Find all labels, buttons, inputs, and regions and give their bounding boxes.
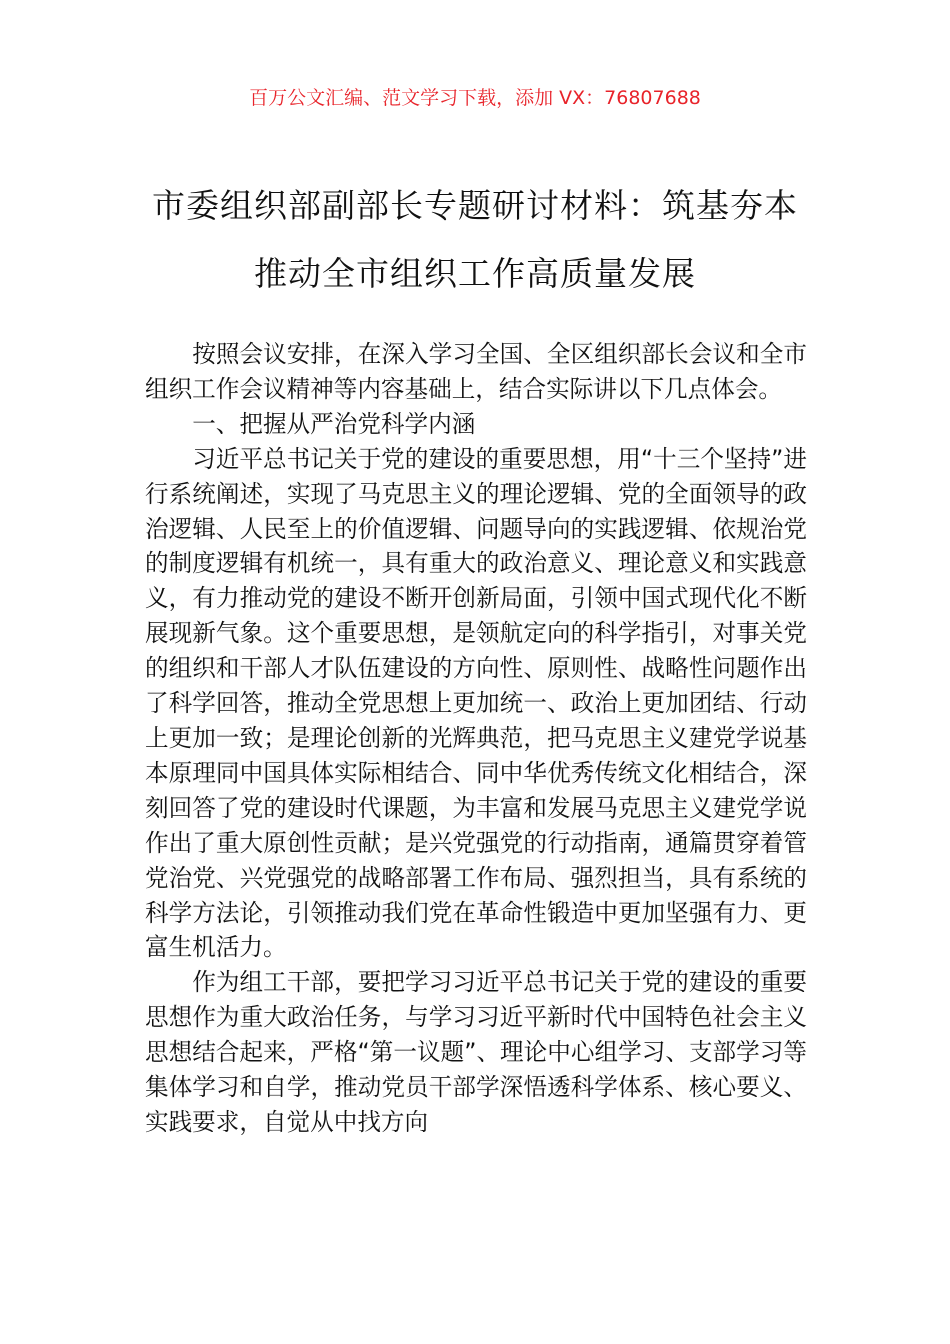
intro-paragraph: 按照会议安排，在深入学习全国、全区组织部长会议和全市组织工作会议精神等内容基础上，结合实际讲以下几点体会。 — [145, 340, 807, 403]
document-body — [145, 337, 807, 1140]
body-paragraph: 习近平总书记关于党的建设的重要思想，用“十三个坚持”进行系统阐述，实现了马克思主义的理论逻辑、党的全面领导的政治逻辑、人民至上的价值逻辑、问题导向的实践逻辑、依规治党的制度逻辑有机统一，具有重大的政治意义、理论意义和实践意义，有力推动党的建设不断开创新局面，引领中国式现代化不断展现新气象。这个重要思想，是领航定向的科学指引，对事关党的组织和干部人才队伍建设的方向性、原则性、战略性问题作出了科学回答，推动全党思想上更加统一、政治上更加团结、行动上更加一致；是理论创新的光辉典范，把马克思主义建党学说基本原理同中国具体实际相结合、同中华优秀传统文化相结合，深刻回答了党的建设时代课题，为丰富和发展马克思主义建党学说作出了重大原创性贡献；是兴党强党的行动指南，通篇贯穿着管党治党、兴党强党的战略部署工作布局、强烈担当，具有系统的科学方法论，引领推动我们党在革命性锻造中更加坚强有力、更富生机活力。 — [145, 444, 807, 962]
body-paragraph: 作为组工干部，要把学习习近平总书记关于党的建设的重要思想作为重大政治任务，与学习习近平新时代中国特色社会主义思想结合起来，严格“第一议题”、理论中心组学习、支部学习等集体学习和自学，推动党员干部学深悟透科学体系、核心要义、实践要求，自觉从中找方向 — [145, 968, 807, 1136]
section-heading: 一、把握从严治党科学内涵 — [192, 409, 476, 438]
header-watermark-note: 百万公文汇编、范文学习下载，添加 VX：76807688 — [249, 87, 701, 109]
document-title: 市委组织部副部长专题研讨材料：筑基夯本 推动全市组织工作高质量发展 — [152, 186, 798, 293]
